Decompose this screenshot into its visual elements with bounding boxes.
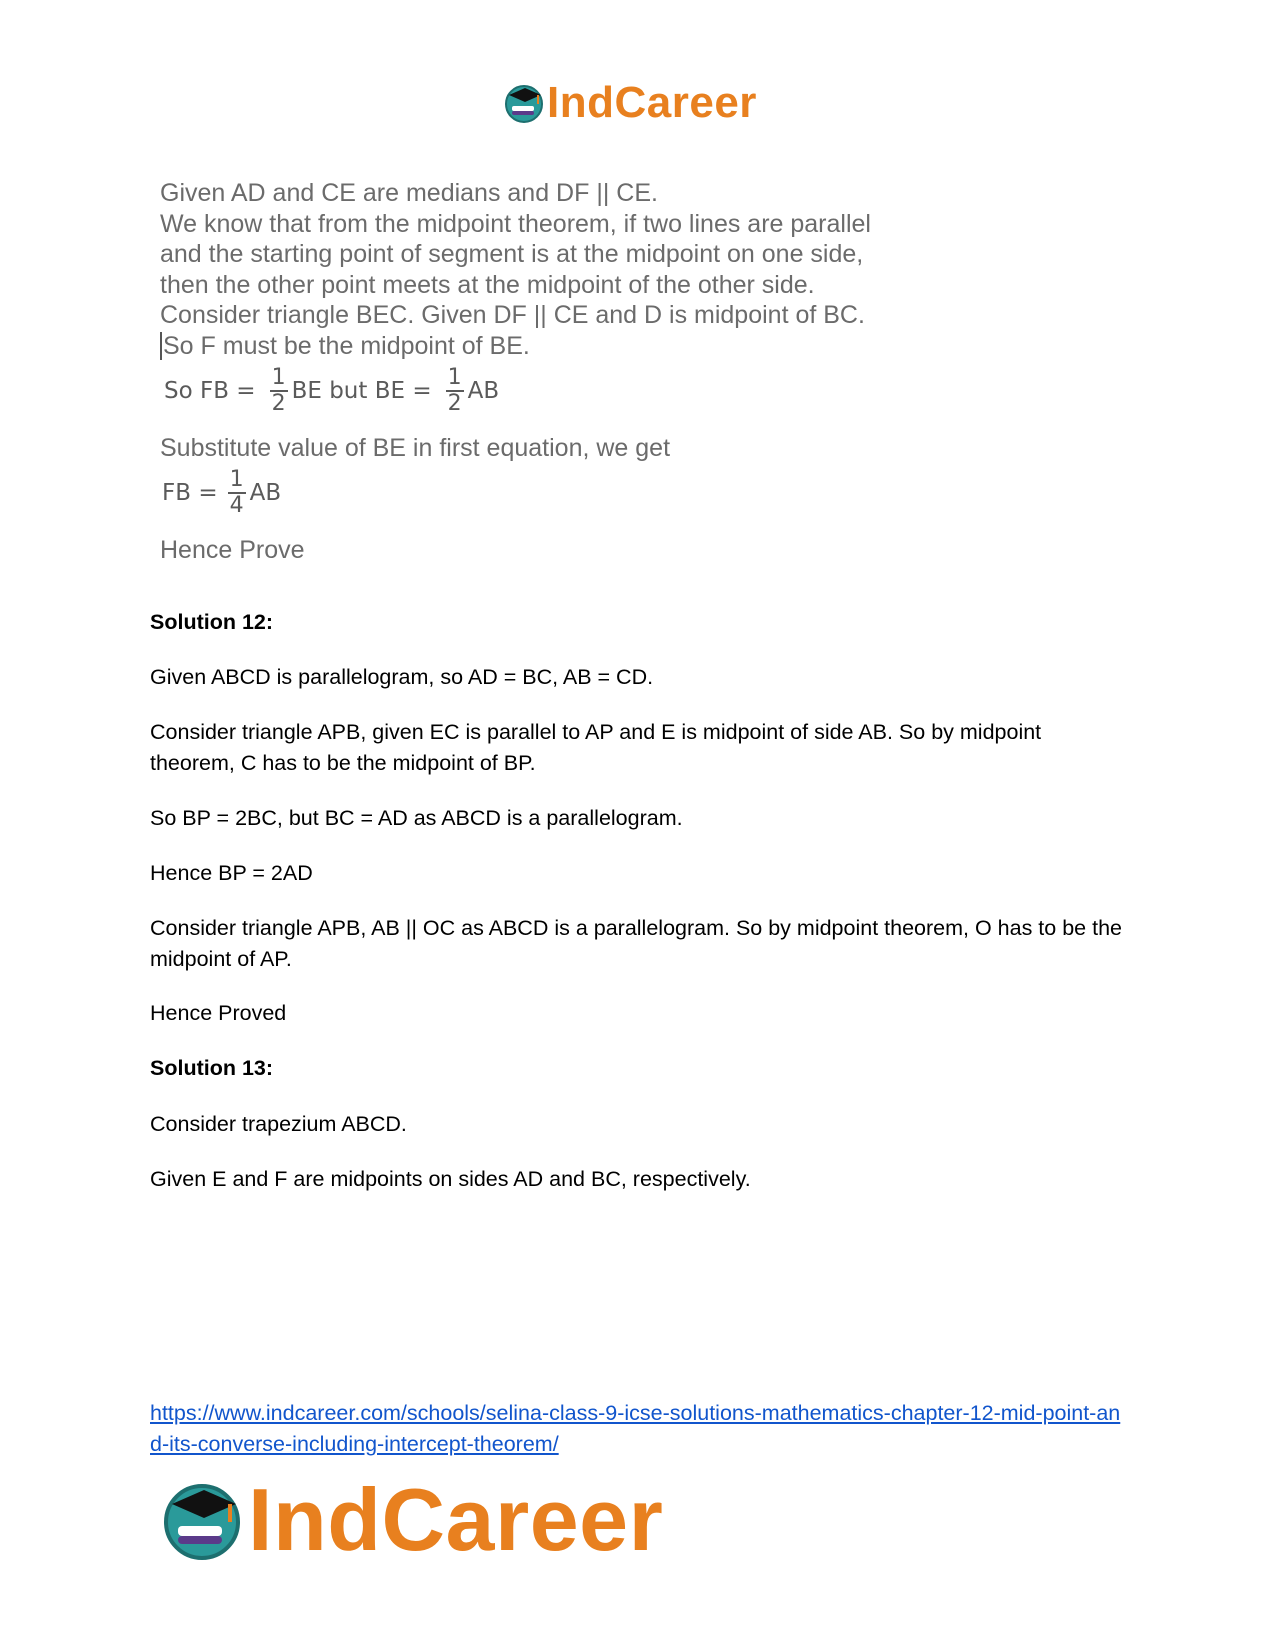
scan-line: We know that from the midpoint theorem, if two lines are parallel: [160, 209, 871, 238]
scan-line: So F must be the midpoint of BE.: [160, 331, 871, 362]
paragraph: Given E and F are midpoints on sides AD and BC, respectively.: [150, 1167, 751, 1191]
paragraph: Hence BP = 2AD: [150, 861, 313, 885]
scanned-solution-block: [160, 178, 871, 361]
logo-wordmark: IndCareer: [248, 1470, 664, 1569]
substitute-line: Substitute value of BE in first equation, we get: [160, 434, 671, 462]
paragraph: Consider triangle APB, AB || OC as ABCD is a parallelogram. So by midpoint theorem, O has to be the midpoint of AP.: [150, 916, 1122, 971]
hence-prove-line: Hence Prove: [160, 536, 305, 564]
scan-line: Consider triangle BEC. Given DF || CE and D is midpoint of BC.: [160, 301, 865, 329]
paragraph: Consider triangle APB, given EC is parallel to AP and E is midpoint of side AB. So by midpoint theorem, C has to be the midpoint of BP.: [150, 720, 1042, 775]
equation-fb-ab: FB = $\frac{1}{4}$ AB: [162, 467, 282, 518]
text-caret: [160, 332, 162, 360]
scan-line: and the starting point of segment is at the midpoint on one side,: [160, 240, 864, 268]
scan-line: Given AD and CE are medians and DF || CE.: [160, 179, 658, 207]
graduation-cap-globe-icon: [160, 1478, 244, 1562]
paragraph: Consider trapezium ABCD.: [150, 1112, 407, 1136]
source-link[interactable]: https://www.indcareer.com/schools/selina-class-9-icse-solutions-mathematics-chapter-12-mid-point-and-its-converse-including-intercept-theorem/: [150, 1401, 1121, 1456]
header-logo: [503, 78, 757, 128]
scan-line: then the other point meets at the midpoint of the other side.: [160, 270, 815, 299]
equation-fb-be: So FB = $\frac{1}{2}$ BE but BE = $\frac{1}{2}$ AB: [164, 365, 500, 416]
fraction: $\frac{1}{2}$: [271, 365, 286, 416]
fraction: $\frac{1}{2}$: [447, 365, 462, 416]
fraction: $\frac{1}{4}$: [229, 467, 244, 518]
solution-12-heading: Solution 12:: [150, 610, 274, 634]
footer-logo: [160, 1470, 664, 1569]
logo-wordmark: IndCareer: [547, 78, 757, 127]
graduation-cap-globe-icon: [503, 82, 545, 124]
paragraph: So BP = 2BC, but BC = AD as ABCD is a parallelogram.: [150, 806, 683, 830]
paragraph: Hence Proved: [150, 1001, 287, 1025]
paragraph: Given ABCD is parallelogram, so AD = BC, AB = CD.: [150, 665, 654, 689]
solution-13-heading: Solution 13:: [150, 1056, 274, 1080]
